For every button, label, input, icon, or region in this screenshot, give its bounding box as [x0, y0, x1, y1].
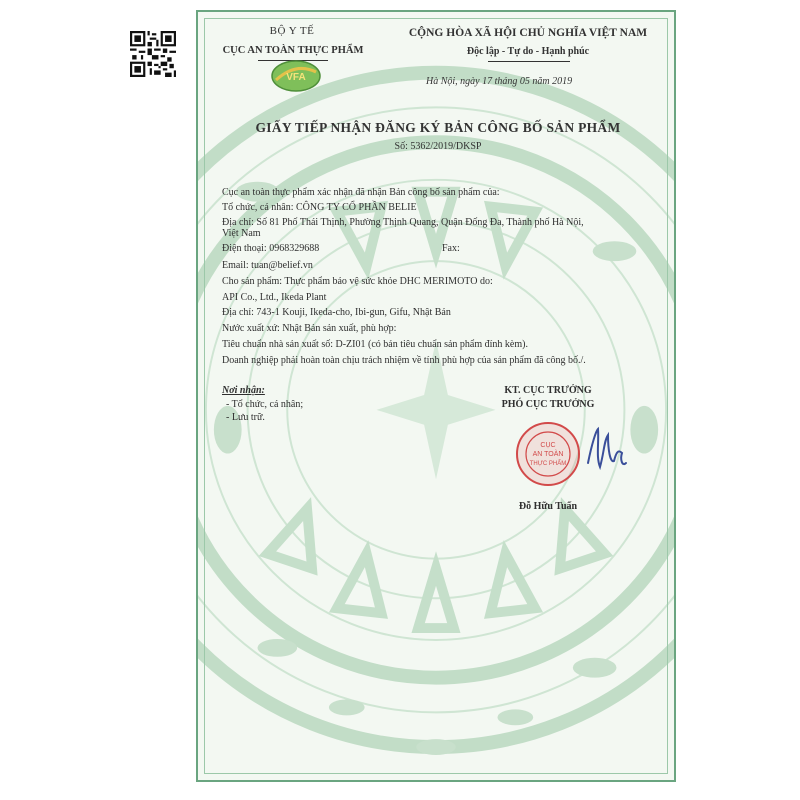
agency-name: CỤC AN TOÀN THỰC PHẨM [222, 45, 364, 56]
signatory-position: PHÓ CỤC TRƯỞNG [501, 399, 595, 410]
phone: Điện thoại: 0968329688 [222, 243, 320, 254]
org-address: Địa chỉ: Số 81 Phố Thái Thịnh, Phường Thịnh Quang, Quận Đống Đa, Thành phố Hà Nội, [222, 217, 584, 228]
responsibility-statement: Doanh nghiệp phải hoàn toàn chịu trách nhiệm về tính phù hợp của sản phẩm đã công bố./. [222, 355, 586, 366]
document-title: GIẤY TIẾP NHẬN ĐĂNG KÝ BẢN CÔNG BỐ SẢN PHẨM [255, 120, 621, 135]
document-number: Số: 5362/2019/DKSP [394, 141, 482, 152]
manufacturer: API Co., Ltd., Ikeda Plant [222, 292, 327, 303]
signature-icon [582, 423, 628, 477]
standard: Tiêu chuẩn nhà sản xuất số: D-ZI01 (có bản tiêu chuẩn sản phẩm đính kèm). [222, 339, 528, 350]
signatory-name: Đỗ Hữu Tuấn [518, 501, 578, 512]
org-address-cont: Việt Nam [222, 228, 261, 239]
intro-text: Cục an toàn thực phẩm xác nhận đã nhận Bản công bố sản phẩm của: [222, 187, 500, 198]
recipient-item: - Tổ chức, cá nhân; [226, 399, 304, 410]
motto-underline [488, 61, 570, 62]
recipient-item: - Lưu trữ. [226, 412, 265, 423]
svg-text:VFA: VFA [286, 72, 306, 83]
vfa-logo-icon [270, 58, 322, 94]
national-motto: Độc lập - Tự do - Hạnh phúc [466, 46, 590, 57]
country-of-origin: Nước xuất xứ: Nhật Bản sản xuất, phù hợp: [222, 323, 397, 334]
svg-text:CỤC: CỤC [540, 442, 556, 449]
qr-code [130, 31, 176, 77]
svg-text:AN TOÀN: AN TOÀN [532, 451, 564, 458]
republic-name: CỘNG HÒA XÃ HỘI CHỦ NGHĨA VIỆT NAM [408, 27, 648, 39]
issue-date: Hà Nội, ngày 17 tháng 05 năm 2019 [426, 76, 573, 87]
fax: Fax: [442, 243, 460, 254]
ministry-name: BỘ Y TẾ [269, 25, 315, 37]
recipients-label: Nơi nhận: [222, 385, 265, 396]
svg-text:THỰC PHẨM: THỰC PHẨM [529, 461, 567, 467]
email: Email: tuan@belief.vn [222, 260, 313, 271]
product-name: Cho sản phẩm: Thực phẩm bảo vệ sức khỏe DHC MERIMOTO do: [222, 276, 493, 287]
organization: Tổ chức, cá nhân: CÔNG TY CỔ PHẦN BELIE [222, 202, 417, 213]
certificate [196, 10, 676, 782]
official-seal-icon [514, 420, 582, 488]
signatory-title: KT. CỤC TRƯỞNG [504, 385, 592, 396]
manufacturer-address: Địa chỉ: 743-1 Kouji, Ikeda-cho, Ibi-gun, Gifu, Nhật Bản [222, 307, 451, 318]
